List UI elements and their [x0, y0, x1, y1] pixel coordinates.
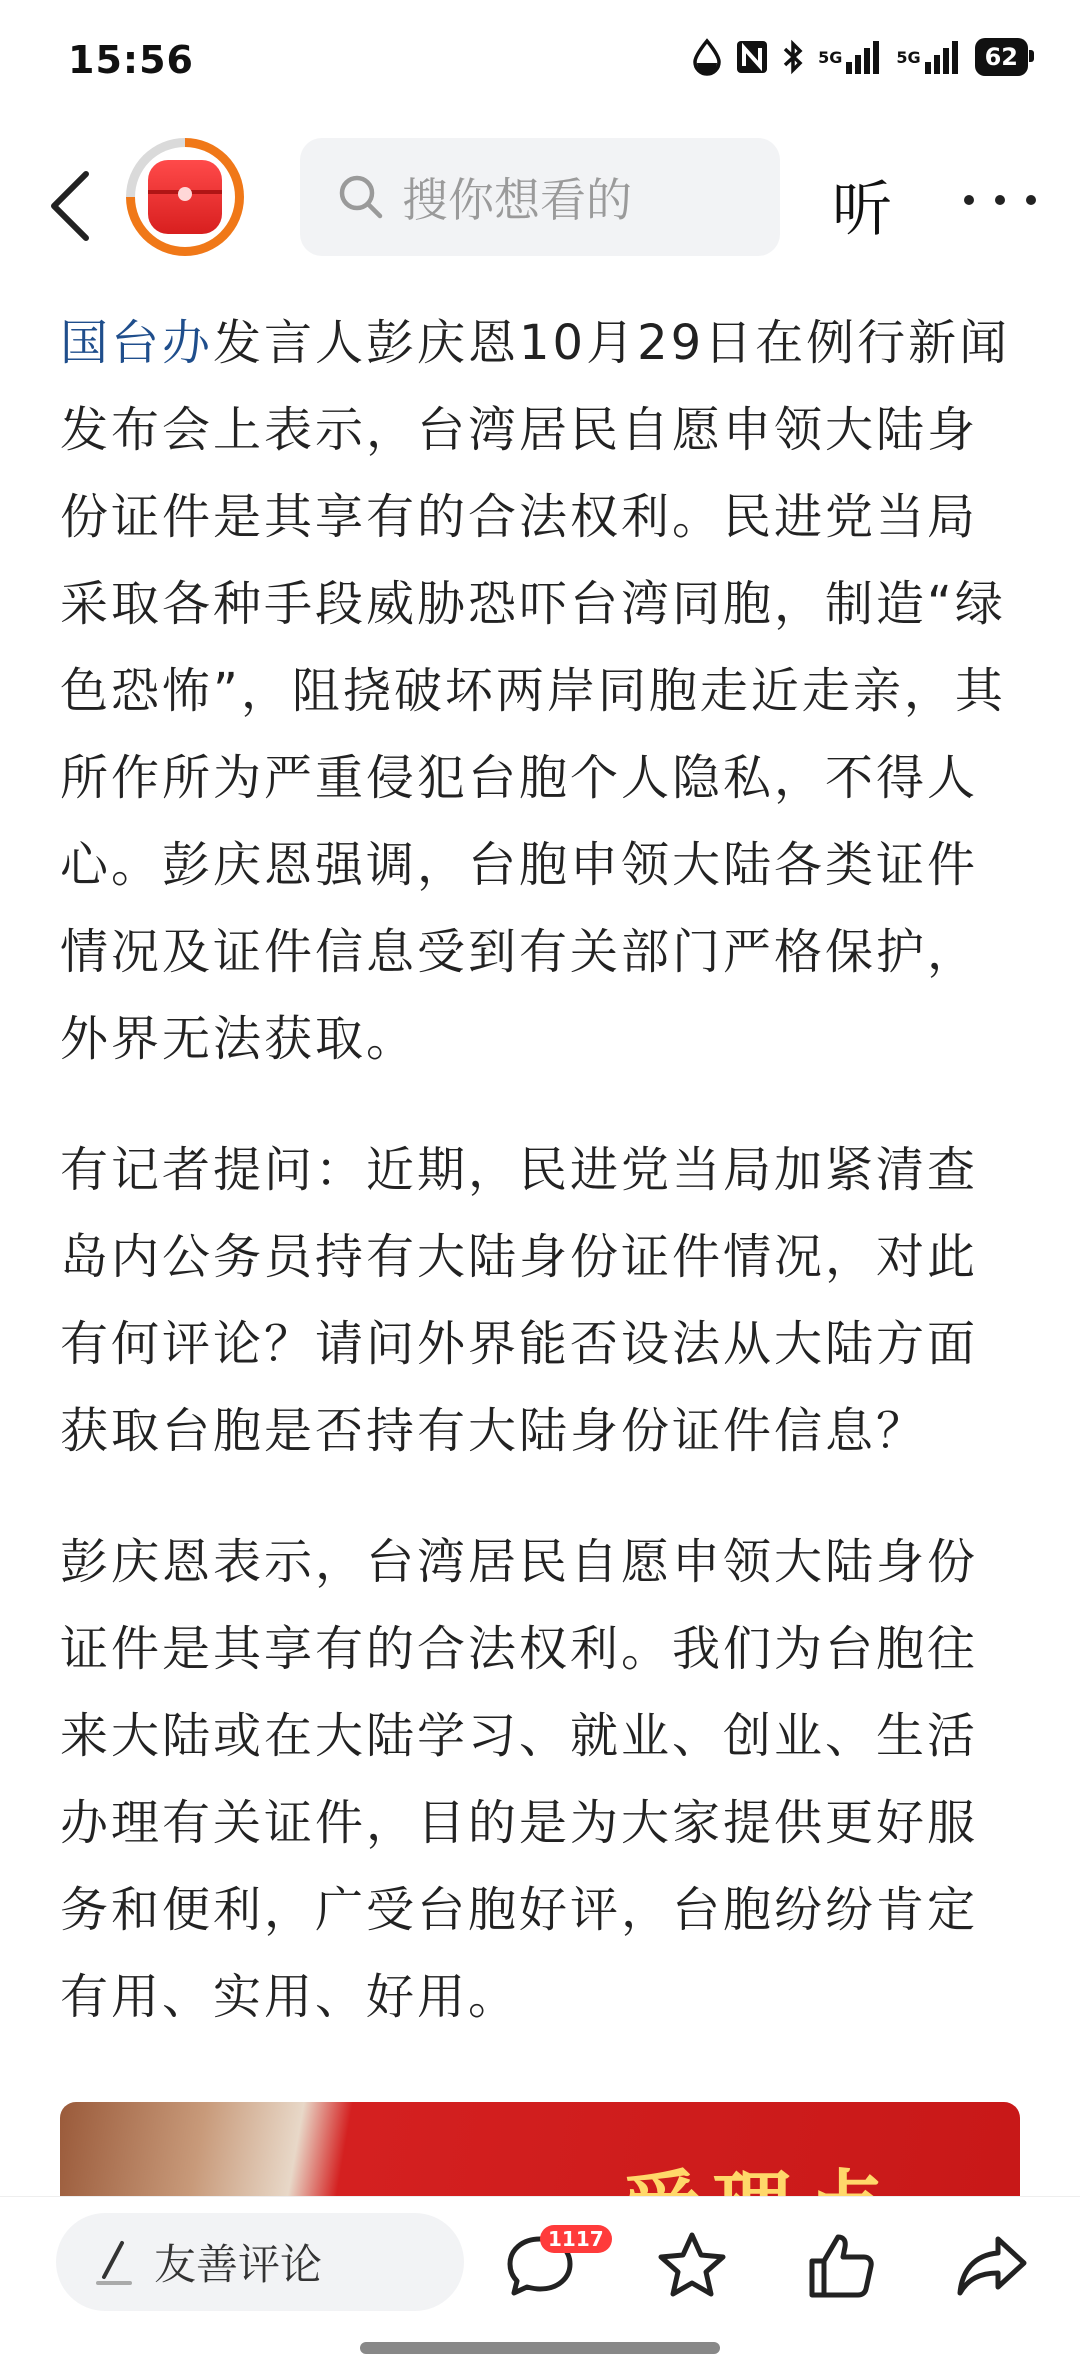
home-indicator[interactable]: [360, 2342, 720, 2354]
bluetooth-icon: [782, 39, 804, 75]
battery-indicator: 62: [975, 38, 1028, 76]
status-bar: [0, 0, 1080, 120]
comment-count-badge: 1117: [540, 2225, 612, 2253]
nfc-icon: [736, 40, 768, 74]
status-icons: [692, 38, 1028, 76]
signal-2-icon: 5G: [896, 40, 960, 74]
avatar[interactable]: [126, 138, 244, 256]
entity-link[interactable]: 国台办: [60, 315, 214, 371]
more-dot-icon: [995, 195, 1005, 205]
like-button[interactable]: [800, 2225, 880, 2305]
share-button[interactable]: [952, 2225, 1032, 2305]
star-icon: [652, 2225, 732, 2305]
listen-button[interactable]: 听: [832, 175, 892, 245]
thumbs-up-icon: [800, 2225, 880, 2305]
signal-1-icon: 5G: [818, 40, 882, 74]
paragraph-text: 发言人彭庆恩10月29日在例行新闻发布会上表示，台湾居民自愿申领大陆身份证件是其享有的合法权利。民进党当局采取各种手段威胁恐吓台湾同胞，制造“绿色恐怖”，阻挠破坏两岸同胞走近走亲，其所作所为严重侵犯台胞个人隐私，不得人心。彭庆恩强调，台胞申领大陆各类证件情况及证件信息受到有关部门严格保护，外界无法获取。: [60, 315, 1011, 1067]
pen-icon: [92, 2237, 136, 2287]
more-options-button[interactable]: [964, 170, 1036, 230]
back-arrow-icon: [46, 170, 96, 242]
status-time: 15:56: [68, 38, 194, 82]
article-body: [60, 300, 1020, 2085]
more-dot-icon: [1026, 195, 1036, 205]
comment-placeholder: 友善评论: [154, 2240, 323, 2289]
search-placeholder: 搜你想看的: [402, 173, 632, 227]
app-logo-icon: [148, 160, 222, 234]
article-paragraph-2: 有记者提问：近期，民进党当局加紧清查岛内公务员持有大陆身份证件情况，对此有何评论？请问外界能否设法从大陆方面获取台胞是否持有大陆身份证件信息？: [60, 1142, 979, 1459]
article-image[interactable]: [60, 2102, 1020, 2198]
search-input[interactable]: [300, 138, 780, 256]
article-paragraph-3: 彭庆恩表示，台湾居民自愿申领大陆身份证件是其享有的合法权利。我们为台胞往来大陆或在大陆学习、就业、创业、生活办理有关证件，目的是为大家提供更好服务和便利，广受台胞好评，台胞纷纷肯定有用、实用、好用。: [60, 1534, 979, 2025]
data-saver-icon: [692, 39, 722, 75]
more-dot-icon: [964, 195, 974, 205]
favorite-button[interactable]: [652, 2225, 732, 2305]
search-icon: [336, 172, 386, 222]
back-button[interactable]: [46, 170, 96, 242]
article-paragraph-1: [60, 300, 1020, 1083]
comment-input[interactable]: [56, 2213, 464, 2311]
share-arrow-icon: [952, 2225, 1032, 2305]
top-nav: [0, 130, 1080, 270]
